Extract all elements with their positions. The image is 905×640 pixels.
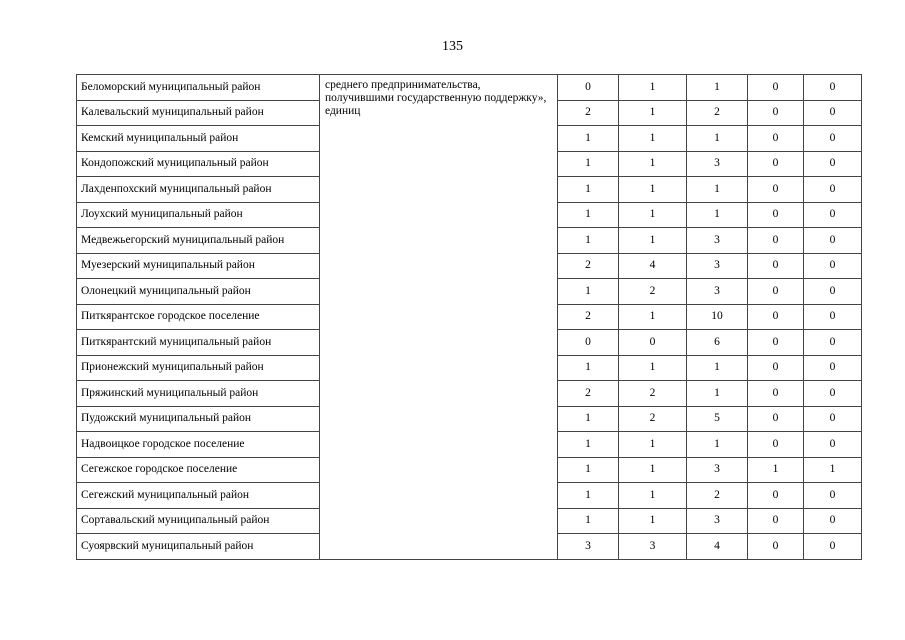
value-cell-2: 1 [619,228,687,254]
municipality-name-cell: Сегежское городское поселение [77,457,320,483]
value-cell-1: 1 [558,279,619,305]
indicator-description-cell: среднего предпринимательства, получившими государственную поддержку», единиц [320,75,558,560]
value-cell-3: 6 [687,330,748,356]
value-cell-1: 1 [558,483,619,509]
municipality-name-cell: Лахденпохский муниципальный район [77,177,320,203]
value-cell-3: 5 [687,406,748,432]
value-cell-5: 0 [804,202,862,228]
municipality-name-cell: Питкярантский муниципальный район [77,330,320,356]
value-cell-2: 4 [619,253,687,279]
value-cell-4: 0 [748,228,804,254]
value-cell-2: 1 [619,355,687,381]
value-cell-2: 1 [619,100,687,126]
value-cell-2: 1 [619,75,687,101]
value-cell-5: 1 [804,457,862,483]
value-cell-5: 0 [804,432,862,458]
municipality-name-cell: Питкярантское городское поселение [77,304,320,330]
value-cell-1: 1 [558,126,619,152]
value-cell-2: 1 [619,483,687,509]
value-cell-1: 1 [558,151,619,177]
value-cell-5: 0 [804,304,862,330]
value-cell-5: 0 [804,355,862,381]
value-cell-2: 1 [619,202,687,228]
value-cell-4: 0 [748,355,804,381]
value-cell-5: 0 [804,508,862,534]
value-cell-2: 2 [619,406,687,432]
municipality-name-cell: Калевальский муниципальный район [77,100,320,126]
municipality-name-cell: Медвежьегорский муниципальный район [77,228,320,254]
municipality-name-cell: Пудожский муниципальный район [77,406,320,432]
value-cell-5: 0 [804,381,862,407]
municipality-name-cell: Прионежский муниципальный район [77,355,320,381]
value-cell-1: 2 [558,381,619,407]
value-cell-1: 0 [558,330,619,356]
municipality-name-cell: Надвоицкое городское поселение [77,432,320,458]
value-cell-2: 1 [619,508,687,534]
municipality-name-cell: Суоярвский муниципальный район [77,534,320,560]
value-cell-2: 1 [619,126,687,152]
value-cell-5: 0 [804,228,862,254]
value-cell-3: 1 [687,355,748,381]
value-cell-1: 1 [558,202,619,228]
municipality-name-cell: Сегежский муниципальный район [77,483,320,509]
municipality-name-cell: Кемский муниципальный район [77,126,320,152]
value-cell-5: 0 [804,100,862,126]
value-cell-3: 3 [687,253,748,279]
value-cell-2: 1 [619,177,687,203]
value-cell-3: 10 [687,304,748,330]
table-body [77,75,862,560]
value-cell-1: 0 [558,75,619,101]
value-cell-2: 1 [619,151,687,177]
value-cell-4: 0 [748,406,804,432]
value-cell-4: 0 [748,177,804,203]
value-cell-1: 1 [558,457,619,483]
value-cell-1: 2 [558,304,619,330]
value-cell-5: 0 [804,483,862,509]
value-cell-1: 1 [558,406,619,432]
municipality-name-cell: Лоухский муниципальный район [77,202,320,228]
value-cell-3: 3 [687,279,748,305]
value-cell-2: 2 [619,381,687,407]
table-row [77,75,862,101]
value-cell-2: 0 [619,330,687,356]
municipality-name-cell: Олонецкий муниципальный район [77,279,320,305]
value-cell-1: 3 [558,534,619,560]
municipality-name-cell: Муезерский муниципальный район [77,253,320,279]
value-cell-4: 0 [748,483,804,509]
value-cell-2: 3 [619,534,687,560]
value-cell-5: 0 [804,151,862,177]
value-cell-1: 1 [558,355,619,381]
municipality-name-cell: Беломорский муниципальный район [77,75,320,101]
value-cell-3: 1 [687,202,748,228]
value-cell-3: 3 [687,508,748,534]
value-cell-2: 1 [619,432,687,458]
value-cell-1: 1 [558,432,619,458]
value-cell-1: 1 [558,228,619,254]
value-cell-3: 1 [687,381,748,407]
value-cell-1: 2 [558,253,619,279]
value-cell-5: 0 [804,330,862,356]
value-cell-3: 1 [687,432,748,458]
value-cell-4: 0 [748,432,804,458]
value-cell-4: 0 [748,253,804,279]
municipality-name-cell: Пряжинский муниципальный район [77,381,320,407]
value-cell-4: 0 [748,381,804,407]
value-cell-1: 1 [558,508,619,534]
value-cell-3: 2 [687,483,748,509]
value-cell-5: 0 [804,253,862,279]
value-cell-3: 3 [687,151,748,177]
value-cell-2: 2 [619,279,687,305]
value-cell-5: 0 [804,534,862,560]
value-cell-3: 1 [687,75,748,101]
value-cell-3: 2 [687,100,748,126]
value-cell-2: 1 [619,304,687,330]
value-cell-4: 0 [748,75,804,101]
value-cell-5: 0 [804,126,862,152]
value-cell-3: 3 [687,228,748,254]
value-cell-3: 1 [687,177,748,203]
value-cell-2: 1 [619,457,687,483]
value-cell-5: 0 [804,75,862,101]
value-cell-4: 0 [748,330,804,356]
value-cell-3: 4 [687,534,748,560]
value-cell-4: 0 [748,508,804,534]
value-cell-4: 0 [748,304,804,330]
value-cell-3: 1 [687,126,748,152]
value-cell-4: 0 [748,100,804,126]
value-cell-1: 2 [558,100,619,126]
value-cell-4: 0 [748,151,804,177]
value-cell-1: 1 [558,177,619,203]
page-number: 135 [442,39,463,54]
value-cell-4: 0 [748,126,804,152]
value-cell-4: 0 [748,279,804,305]
municipality-name-cell: Кондопожский муниципальный район [77,151,320,177]
value-cell-5: 0 [804,279,862,305]
value-cell-4: 1 [748,457,804,483]
value-cell-4: 0 [748,534,804,560]
value-cell-5: 0 [804,177,862,203]
municipal-data-table [76,74,862,560]
value-cell-4: 0 [748,202,804,228]
value-cell-3: 3 [687,457,748,483]
value-cell-5: 0 [804,406,862,432]
municipality-name-cell: Сортавальский муниципальный район [77,508,320,534]
